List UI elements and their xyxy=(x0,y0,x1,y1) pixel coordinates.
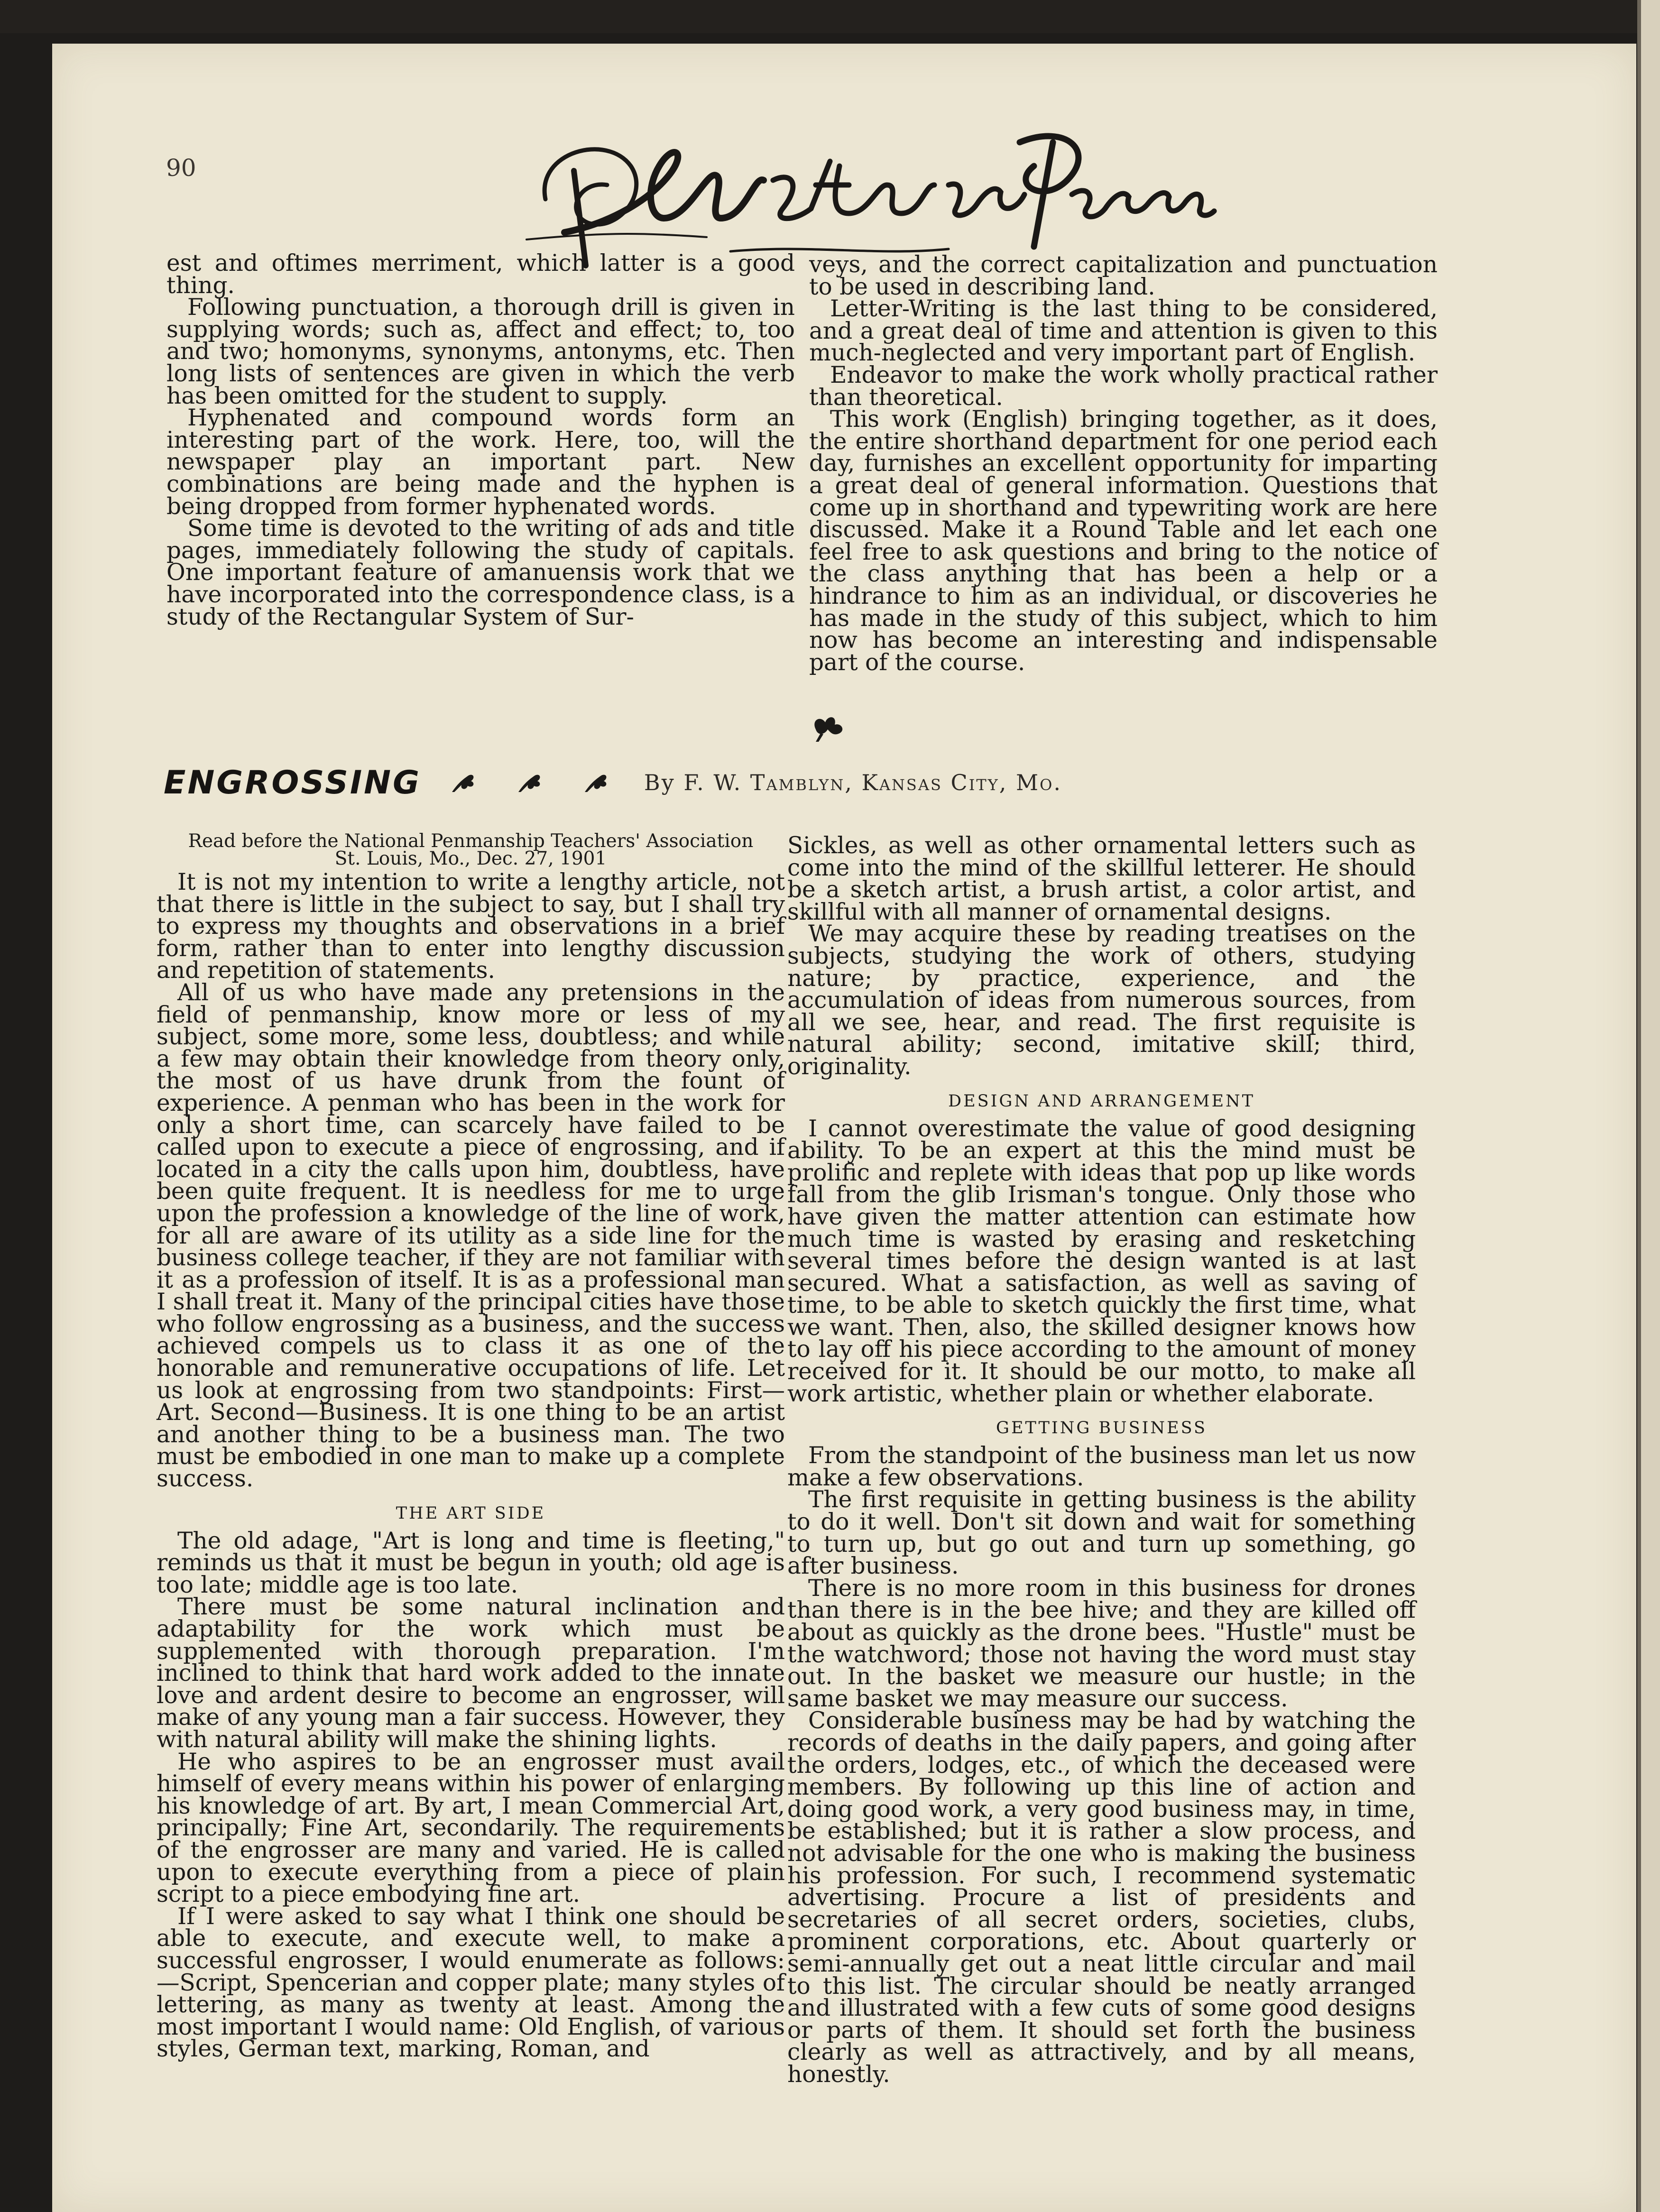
paragraph: Sickles, as well as other ornamental letters such as come into the mind of the skillful letterer. He should be a sketch artist, a brush artist, a color artist, and skillful with all manner of ornamental designs. xyxy=(787,832,1416,925)
article-heading xyxy=(164,761,1160,804)
subheading: THE ART SIDE xyxy=(396,1503,546,1523)
paragraph: We may acquire these by reading treatises on the subjects, studying the work of others, studying nature; by practice, experience, and the accumulation of ideas from numerous sources, from all we see, hear, and read. The first requisite is natural ability; second, imitative skill; third, originality. xyxy=(787,921,1416,1080)
article-column-left xyxy=(157,830,785,2063)
scan-border-top xyxy=(0,0,1660,33)
article-byline xyxy=(644,770,1062,795)
byline-author: F. W. Tamblyn, Kansas City, Mo. xyxy=(683,770,1062,795)
paragraph: Following punctuation, a thorough drill is given in supplying words; such as, affect and effect; to, too and two; homonyms, synonyms, antonyms, etc. Then long lists of sentences are given in which the verb has been omitted for the student to supply. xyxy=(166,294,795,409)
paragraph: est and oftimes merriment, which latter is a good thing. xyxy=(166,250,795,299)
paragraph: veys, and the correct capitalization and punctuation to be used in describing land. xyxy=(809,251,1438,300)
paragraph: From the standpoint of the business man let us now make a few observations. xyxy=(787,1442,1416,1491)
paragraph: The old adage, "Art is long and time is fleeting," reminds us that it must be begun in youth; old age is too late; middle age is too late. xyxy=(157,1527,785,1598)
continued-column-left xyxy=(166,252,795,628)
subheading: DESIGN AND ARRANGEMENT xyxy=(948,1091,1255,1111)
article-note xyxy=(157,832,785,867)
paragraph: This work (English) bringing together, as it does, the entire shorthand department for one period each day, furnishes an excellent opportunity for imparting a great deal of general information. Questions that come up in shorthand and typewriting work are here discussed. Make it a Round Table and let each one feel free to ask questions and bring to the notice of the class anything that has been a help or a hindrance to him as an individual, or discoveries he has made in the study of this subject, which to him now has become an interesting and indispensable part of the course. xyxy=(809,406,1438,676)
paragraph: There must be some natural inclination and adaptability for the work which must be supplemented with thorough preparation. I'm inclined to think that hard work added to the innate love and ardent desire to become an engrosser, will make of any young man a fair success. However, they with natural ability will make the shining lights. xyxy=(157,1594,785,1753)
paragraph: Endeavor to make the work wholly practical rather than theoretical. xyxy=(809,361,1438,411)
paragraph: If I were asked to say what I think one should be able to execute, and execute well, to make a successful engrosser, I would enumerate as follows:—Script, Spencerian and copper plate; many styles of lettering, as many as twenty at least. Among the most important I would name: Old English, of various styles, German text, marking, Roman, and xyxy=(157,1903,785,2063)
note-line: Read before the National Penmanship Teachers' Association xyxy=(188,830,754,852)
heading-ornaments xyxy=(450,771,611,794)
article-column-right xyxy=(787,832,1416,2088)
page-number: 90 xyxy=(166,154,196,182)
scan-border-right xyxy=(1637,0,1660,2212)
paragraph: Hyphenated and compound words form an interesting part of the work. Here, too, will the newspaper play an important part. New combinations are being made and the hyphen is being dropped from former hyphenated words. xyxy=(166,405,795,520)
leaf-ornament-icon xyxy=(450,771,478,794)
paragraph: Considerable business may be had by watching the records of deaths in the daily papers, and going after the orders, lodges, etc., of which the deceased were members. By following up this line of action and doing good work, a very good business may, in time, be established; but it is rather a slow process, and not advisable for the one who is making the business his profession. For such, I recommend systematic advertising. Procure a list of presidents and secretaries of all secret orders, societies, clubs, prominent corporations, etc. About quarterly or semi-annually get out a neat little circular and mail to this list. The circular should be neatly arranged and illustrated with a few cuts of some good designs or parts of them. It should set forth the business clearly as well as attractively, and by all means, honestly. xyxy=(787,1707,1416,2088)
fleuron-icon xyxy=(806,710,849,744)
subheading: GETTING BUSINESS xyxy=(996,1419,1207,1438)
note-line: St. Louis, Mo., Dec. 27, 1901 xyxy=(334,848,607,869)
paragraph: It is not my intention to write a lengthy article, not that there is little in the subject to say, but I shall try to express my thoughts and observations in a brief form, rather than to enter into lengthy discussion and repetition of statements. xyxy=(157,869,785,984)
paragraph: Letter-Writing is the last thing to be considered, and a great deal of time and attention is given to this much-neglected and very important part of English. xyxy=(809,295,1438,367)
byline-prefix: By xyxy=(644,770,684,795)
leaf-ornament-icon xyxy=(582,771,611,794)
continued-column-right xyxy=(809,251,1438,676)
paragraph: Some time is devoted to the writing of ads and title pages, immediately following the study of capitals. One important feature of amanuensis work that we have incorporated into the correspondence class, is a study of the Rectangular System of Sur- xyxy=(166,515,795,630)
paragraph: The first requisite in getting business is the ability to do it well. Don't sit down and wait for something to turn up, but go out and turn up something, go after business. xyxy=(787,1486,1416,1580)
leaf-ornament-icon xyxy=(516,771,544,794)
paragraph: He who aspires to be an engrosser must avail himself of every means within his power of enlarging his knowledge of art. By art, I mean Commercial Art, principally; Fine Art, secondarily. The requirements of the engrosser are many and varied. He is called upon to execute everything from a piece of plain script to a piece embodying fine art. xyxy=(157,1748,785,1908)
article-title: ENGROSSING xyxy=(164,764,421,802)
paragraph: All of us who have made any pretensions in the field of penmanship, know more or less of my subject, some more, some less, doubtless; and while a few may obtain their knowledge from theory only, the most of us have drunk from the fount of experience. A penman who has been in the work for only a short time, can scarcely have failed to be called upon to execute a piece of engrossing, and if located in a city the calls upon him, doubtless, have been quite frequent. It is needless for me to urge upon the profession a knowledge of the line of work, for all are aware of its utility as a side line for the business college teacher, if they are not familiar with it as a profession of itself. It is as a professional man I shall treat it. Many of the principal cities have those who follow engrossing as a business, and the success achieved compels us to class it as one of the honorable and remunerative occupations of life. Let us look at engrossing from two standpoints: First—Art. Second—Business. It is one thing to be an artist and another thing to be a business man. The two must be embodied in one man to make up a complete success. xyxy=(157,979,785,1493)
paragraph: I cannot overestimate the value of good designing ability. To be an expert at this the mind must be prolific and replete with ideas that pop up like words fall from the glib Irisman's tongue. Only those who have given the matter attention can estimate how much time is wasted by erasing and resketching several times before the design wanted is at last secured. What a satisfaction, as well as saving of time, to be able to sketch quickly the first time, what we want. Then, also, the skilled designer knows how to lay off his piece according to the amount of money received for it. It should be our motto, to make all work artistic, whether plain or whether elaborate. xyxy=(787,1115,1416,1407)
paragraph: There is no more room in this business for drones than there is in the bee hive; and they are killed off about as quickly as the drone bees. "Hustle" must be the watchword; those not having the word must stay out. In the basket we measure our hustle; in the same basket we may measure our success. xyxy=(787,1575,1416,1712)
